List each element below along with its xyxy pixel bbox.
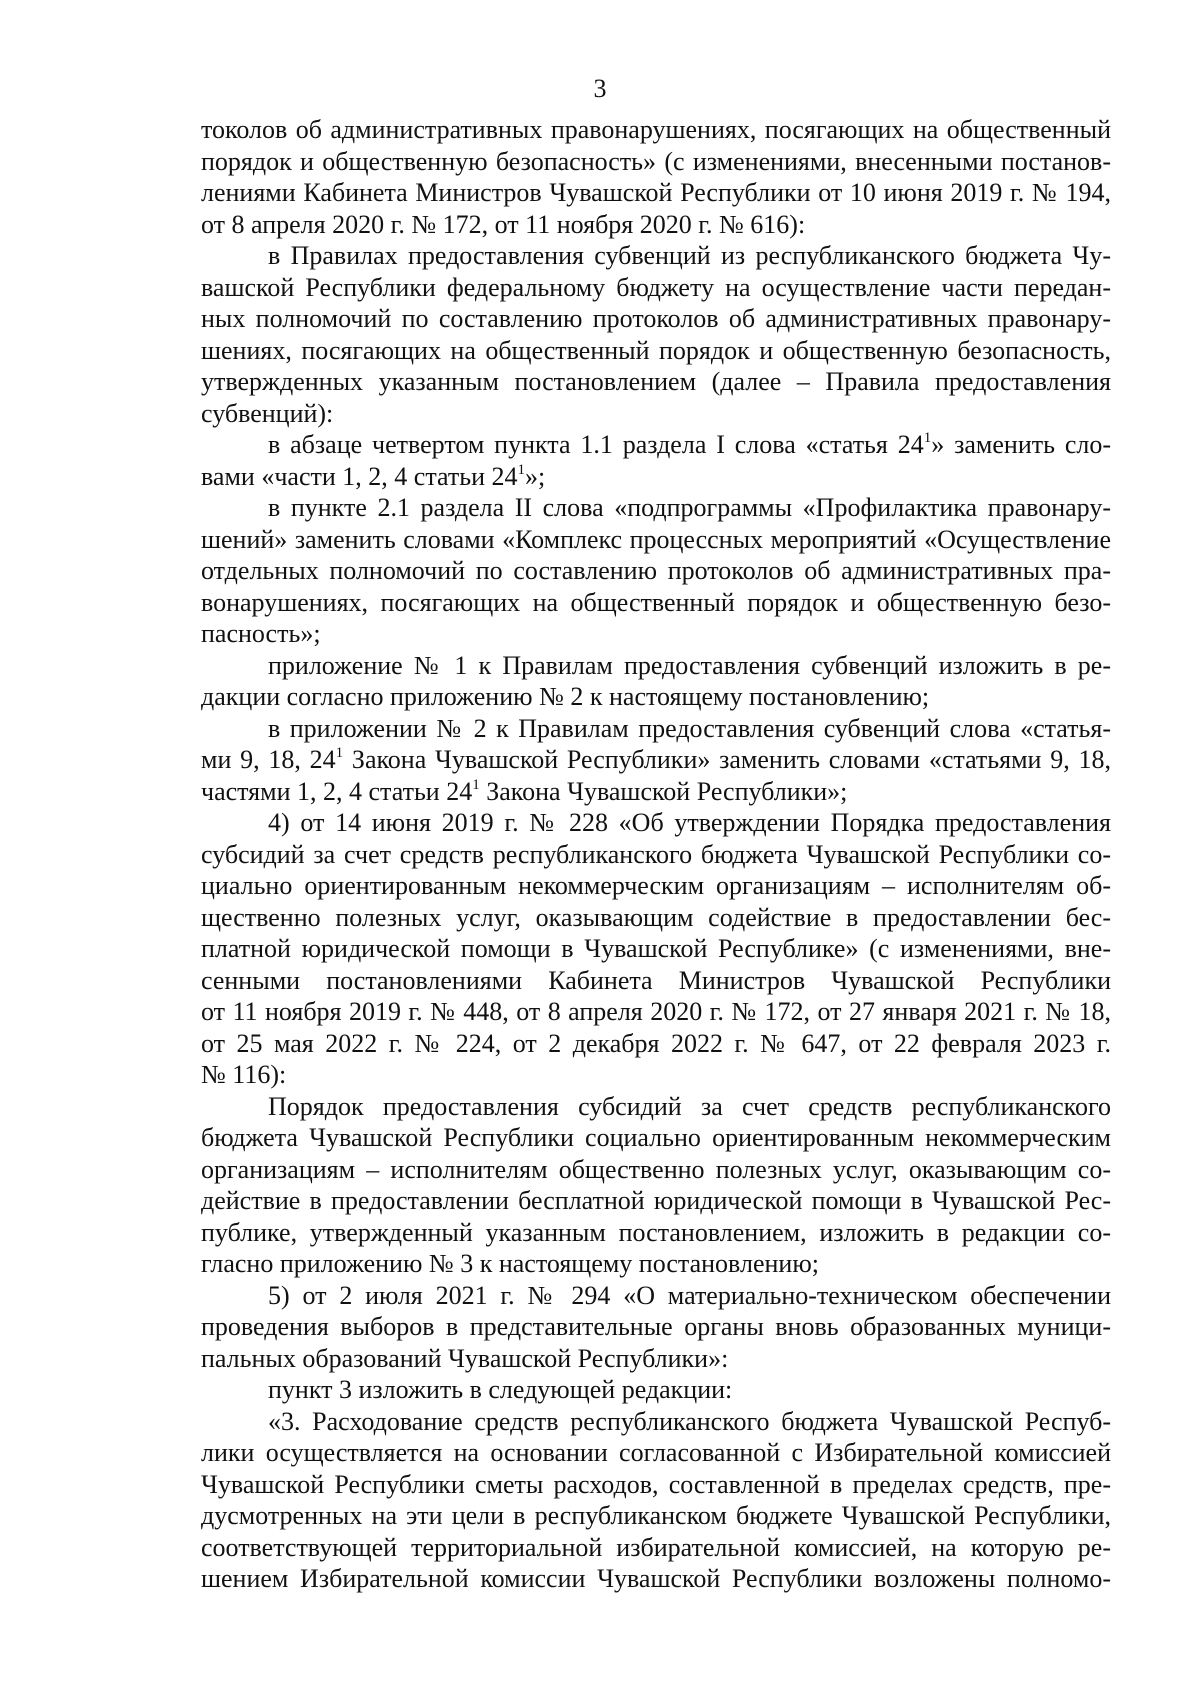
paragraph bbox=[201, 429, 1111, 492]
text-line: пасность»; bbox=[201, 619, 321, 648]
text-line: шений» заменить словами «Комплекс процессных мероприятий «Осуществление bbox=[201, 524, 1111, 554]
text-line: вами «части 1, 2, 4 статьи $24^1$»; bbox=[201, 461, 546, 491]
text-line: вонарушениях, посягающих на общественный порядок и общественную безо- bbox=[201, 587, 1111, 617]
text-line: Порядок предоставления субсидий за счет средств республиканского bbox=[268, 1091, 1111, 1121]
paragraph bbox=[201, 1091, 1111, 1280]
paragraph bbox=[201, 114, 1111, 240]
text-line: пункт 3 изложить в следующей редакции: bbox=[268, 1375, 733, 1404]
text-line: вашской Республики федеральному бюджету на осуществление части передан- bbox=[201, 272, 1111, 302]
text-line: «3. Расходование средств республиканского бюджета Чувашской Респуб- bbox=[268, 1406, 1111, 1436]
document-body bbox=[201, 114, 1111, 1595]
text-line: от 25 мая 2022 г. № 224, от 2 декабря 2022 г. № 647, от 22 февраля 2023 г. bbox=[201, 1028, 1111, 1058]
text-line: в приложении № 2 к Правилам предоставления субвенций слова «статья- bbox=[268, 713, 1111, 743]
paragraph bbox=[201, 713, 1111, 808]
text-line: сенными постановлениями Кабинета Министров Чувашской Республики bbox=[201, 965, 1111, 995]
text-line: шениях, посягающих на общественный порядок и общественную безопасность, bbox=[201, 335, 1111, 365]
text-line: дусмотренных на эти цели в республиканском бюджете Чувашской Республики, bbox=[201, 1501, 1111, 1530]
text-line: действие в предоставлении бесплатной юридической помощи в Чувашской Рес- bbox=[201, 1186, 1111, 1215]
text-line: в Правилах предоставления субвенций из республиканского бюджета Чу- bbox=[268, 241, 1111, 270]
text-line: проведения выборов в представительные органы вновь образованных муници- bbox=[201, 1312, 1111, 1341]
text-line: от 11 ноября 2019 г. № 448, от 8 апреля 2020 г. № 172, от 27 января 2021 г. № 18, bbox=[201, 997, 1111, 1026]
paragraph bbox=[201, 240, 1111, 429]
superscript: 1 bbox=[517, 461, 525, 478]
text-line: ных полномочий по составлению протоколов об административных правонару- bbox=[201, 304, 1111, 333]
text-line: дакции согласно приложению № 2 к настоящему постановлению; bbox=[201, 682, 930, 711]
text-line: Чувашской Республики сметы расходов, составленной в пределах средств, пре- bbox=[201, 1469, 1111, 1499]
text-line: гласно приложению № 3 к настоящему постановлению; bbox=[201, 1249, 819, 1278]
paragraph bbox=[201, 1406, 1111, 1595]
paragraph bbox=[201, 650, 1111, 713]
text-line: организациям – исполнителям общественно полезных услуг, оказывающим со- bbox=[201, 1154, 1111, 1184]
superscript: 1 bbox=[923, 430, 932, 446]
text-line: лениями Кабинета Министров Чувашской Республики от 10 июня 2019 г. № 194, bbox=[201, 178, 1111, 207]
text-line: платной юридической помощи в Чувашской Республике» (с изменениями, вне- bbox=[201, 934, 1111, 963]
text-line: бюджета Чувашской Республики социально ориентированным некоммерческим bbox=[201, 1123, 1111, 1152]
text-line: субвенций): bbox=[201, 398, 334, 428]
text-line: 4) от 14 июня 2019 г. № 228 «Об утверждении Порядка предоставления bbox=[268, 808, 1111, 837]
paragraph bbox=[201, 1374, 1111, 1406]
text-line: порядок и общественную безопасность» (с изменениями, внесенными постанов- bbox=[201, 146, 1111, 176]
page-number: 3 bbox=[593, 74, 607, 103]
text-line: лики осуществляется на основании согласованной с Избирательной комиссией bbox=[201, 1438, 1111, 1467]
text-line: щественно полезных услуг, оказывающим содействие в предоставлении бес- bbox=[201, 902, 1111, 932]
text-line: пальных образований Чувашской Республики»: bbox=[201, 1343, 729, 1373]
text-line: № 116): bbox=[201, 1060, 287, 1089]
text-line: 5) от 2 июля 2021 г. № 294 «О материально-техническом обеспечении bbox=[268, 1280, 1111, 1310]
text-line: в абзаце четвертом пункта 1.1 раздела I слова «статья $24^1$» заменить сло- bbox=[268, 430, 1111, 459]
superscript: 1 bbox=[472, 776, 480, 793]
paragraph bbox=[201, 807, 1111, 1091]
text-line: от 8 апреля 2020 г. № 172, от 11 ноября 2020 г. № 616): bbox=[201, 209, 806, 239]
text-line: в пункте 2.1 раздела II слова «подпрограммы «Профилактика правонару- bbox=[268, 493, 1111, 522]
paragraph bbox=[201, 492, 1111, 650]
text-line: субсидий за счет средств республиканского бюджета Чувашской Республики со- bbox=[201, 839, 1111, 869]
text-line: отдельных полномочий по составлению протоколов об административных пра- bbox=[201, 556, 1111, 585]
text-line: публике, утвержденный указанным постановлением, изложить в редакции со- bbox=[201, 1217, 1111, 1247]
text-line: ми 9, 18, $24^1$ Закона Чувашской Республики» заменить словами «статьями 9, 18, bbox=[201, 745, 1111, 774]
text-line: шением Избирательной комиссии Чувашской Республики возложены полномо- bbox=[201, 1564, 1111, 1593]
paragraph bbox=[201, 1280, 1111, 1375]
text-line: приложение № 1 к Правилам предоставления субвенций изложить в ре- bbox=[268, 650, 1111, 680]
text-line: утвержденных указанным постановлением (далее – Правила предоставления bbox=[201, 367, 1111, 396]
text-line: частями 1, 2, 4 статьи $24^1$ Закона Чувашской Республики»; bbox=[201, 776, 848, 806]
text-line: циально ориентированным некоммерческим организациям – исполнителям об- bbox=[201, 871, 1111, 900]
superscript: 1 bbox=[335, 745, 344, 761]
text-line: токолов об административных правонарушениях, посягающих на общественный bbox=[201, 115, 1111, 144]
text-line: соответствующей территориальной избирательной комиссией, на которую ре- bbox=[201, 1532, 1111, 1562]
